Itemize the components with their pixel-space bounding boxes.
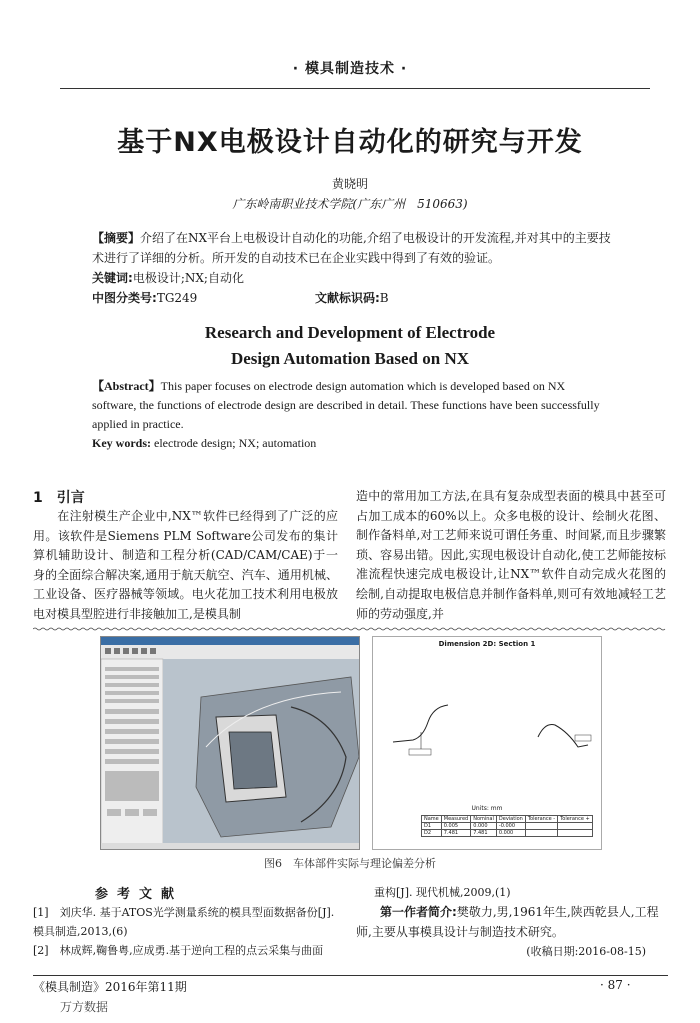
affiliation: 广东岭南职业技术学院(广东广州 510663) [232, 197, 468, 211]
section-curve-right [538, 725, 588, 748]
figure-caption: 图6 车体部件实际与理论偏差分析 [264, 857, 436, 870]
journal-section-header: · 模具制造技术 · [292, 61, 408, 77]
table-cell: 0.005 [441, 823, 470, 830]
body-column-left [33, 507, 338, 625]
bio-text: 樊敬力,男,1961年生,陕西乾县人,工程师,主要从事模具设计与制造技术研究。 [356, 905, 659, 939]
table-cell [558, 830, 593, 837]
table-cell: 0.000 [496, 830, 525, 837]
en-abstract-label: 【Abstract】 [92, 379, 161, 393]
cn-keywords: 电极设计;NX;自动化 [132, 271, 244, 285]
doc-code-value: B [379, 291, 389, 305]
cad-screenshot-drawing [101, 637, 359, 849]
bio-label: 第一作者简介: [380, 905, 457, 919]
clc-label: 中图分类号: [92, 291, 157, 305]
en-keywords-label: Key words: [92, 436, 151, 450]
section-heading: 1 引言 [33, 490, 85, 506]
table-cell [558, 823, 593, 830]
references-right-column [356, 883, 666, 961]
table-cell [525, 823, 557, 830]
cad-software-screenshot [100, 636, 360, 850]
cad-toolbar [101, 645, 359, 659]
en-keywords-line [92, 434, 612, 453]
table-cell: D2 [422, 830, 442, 837]
table-header-cell: Tolerance - [525, 816, 557, 823]
english-title-line1: Research and Development of Electrode [204, 323, 496, 342]
author-bio [356, 902, 666, 942]
wavy-separator [33, 627, 668, 631]
table-header-cell: Deviation [496, 816, 525, 823]
table-header-cell: Name [422, 816, 442, 823]
english-title-line2: Design Automation Based on NX [230, 349, 470, 368]
plot-title: Dimension 2D: Section 1 [438, 640, 536, 648]
cn-abstract-paragraph [92, 228, 612, 268]
table-row [422, 830, 593, 837]
units-label: Units: mm [471, 805, 503, 812]
cn-abstract-text: 介绍了在NX平台上电极设计自动化的功能,介绍了电极设计的开发流程,并对其中的主要技术进行了详细的分析。所开发的自动技术已在企业实践中得到了有效的验证。 [92, 231, 611, 265]
reference-item: [1] 刘庆华. 基于ATOS光学测量系统的模具型面数据备份[J]. 模具制造,2013,(6) [33, 906, 335, 938]
en-abstract-text: This paper focuses on electrode design automation which is developed based on NX software, the functions of electrode design are described in detail. These functions have been successfully applied in practice. [92, 379, 600, 431]
table-cell: 7.481 [471, 830, 497, 837]
section-curve-left [393, 705, 448, 742]
footer-rule [33, 975, 668, 976]
table-cell: 7.481 [441, 830, 470, 837]
d1-label-box [409, 749, 431, 755]
author: 黄晓明 [331, 177, 368, 191]
reference-continuation: 重构[J]. 现代机械,2009,(1) [374, 886, 511, 899]
table-cell: -0.000 [496, 823, 525, 830]
deviation-table [421, 815, 593, 837]
body-column-right: 造中的常用加工方法,在具有复杂成型表面的模具中甚至可占加工成本的60%以上。众多电极的设计、绘制火花图、制作备料单,对工艺师来说可谓任务重、时间紧,而且步骤繁琐、容易出错。因此,实现电极设计自动化,使工艺师能按标准流程快速完成电极设计,让NX™软件自动完成火花图的绘制,自动提取电极信息并制作备料单,则可有效地减轻工艺师的劳动强度,并 [356, 489, 666, 621]
table-header-row [422, 816, 593, 823]
english-title [0, 320, 700, 372]
received-date: (收稿日期:2016-08-15) [526, 945, 646, 958]
cn-classification-line [92, 288, 612, 308]
table-cell [525, 830, 557, 837]
table-header-cell: Tolerance + [558, 816, 593, 823]
en-keywords: electrode design; NX; automation [154, 436, 317, 450]
table-header-cell: Measured [441, 816, 470, 823]
section-deviation-plot [372, 636, 602, 850]
body-text-left: 在注射模生产企业中,NX™软件已经得到了广泛的应用。该软件是Siemens PLM Software公司发布的集计算机辅助设计、制造和工程分析(CAD/CAM/CAE)于一身的全面综合解决案,通用于航天航空、汽车、通用机械、工业设备、医疗器械等领域。电火花加工技术利用电极放电对模具型腔进行非接触加工,是模具制 [33, 509, 338, 621]
doc-code-label: 文献标识码: [314, 291, 380, 305]
page-number: · 87 · [600, 978, 631, 992]
cn-keywords-label: 关键词: [92, 271, 133, 285]
table-cell: D1 [422, 823, 442, 830]
table-header-cell: Nominal [471, 816, 497, 823]
reference-item: [2] 林成辉,鞠鲁粤,应成勇.基于逆向工程的点云采集与曲面 [33, 944, 324, 957]
table-cell: 0.000 [471, 823, 497, 830]
cn-keywords-line [92, 268, 612, 288]
references-list [33, 903, 343, 960]
table-row [422, 823, 593, 830]
chinese-abstract-block [92, 228, 612, 308]
cad-title-bar [101, 637, 359, 645]
en-abstract-paragraph [92, 377, 612, 434]
clc-value: TG249 [156, 291, 198, 305]
paper-title: 基于NX电极设计自动化的研究与开发 [117, 127, 583, 158]
cn-abstract-label: 【摘要】 [92, 231, 141, 245]
english-abstract-block [92, 377, 612, 453]
header-rule [60, 88, 650, 89]
d2-label-box [575, 735, 591, 741]
watermark: 万方数据 [60, 1000, 109, 1014]
references-heading: 参考文献 [95, 887, 184, 902]
cad-status-bar [101, 843, 359, 849]
journal-footer: 《模具制造》2016年第11期 [33, 980, 187, 994]
